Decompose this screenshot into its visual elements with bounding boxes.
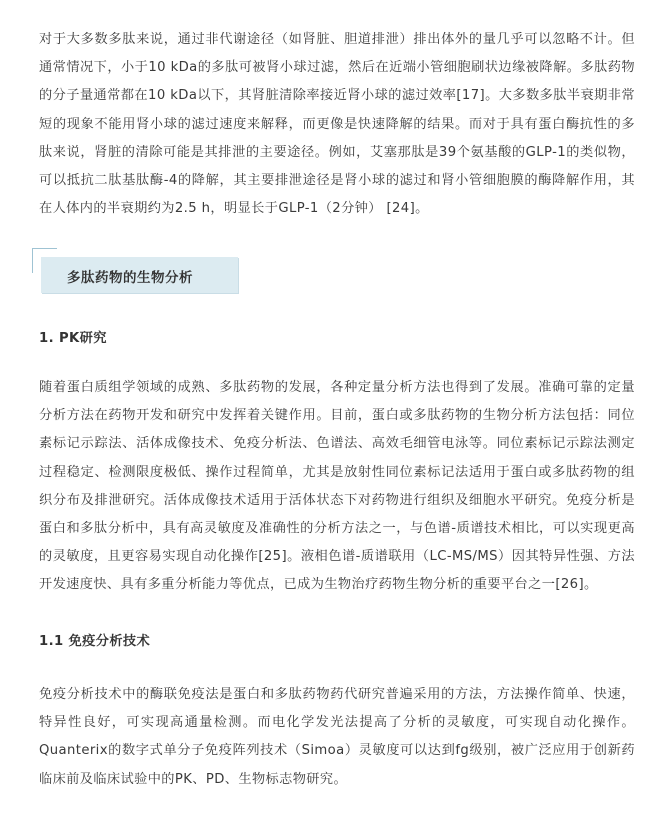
paragraph-pk-methods: 随着蛋白质组学领域的成熟、多肽药物的发展，各种定量分析方法也得到了发展。准确可靠的定量分析方法在药物开发和研究中发挥着关键作用。目前，蛋白或多肽药物的生物分析方法包括：同位素标记示踪法、活体成像技术、免疫分析法、色谱法、高效毛细管电泳等。同位素标记示踪法测定过程稳定、检测限度极低、操作过程简单，尤其是放射性同位素标记法适用于蛋白或多肽药物的组织分布及排泄研究。活体成像技术适用于活体状态下对药物进行组织及细胞水平研究。免疫分析是蛋白和多肽分析中，具有高灵敏度及准确性的分析方法之一，与色谱-质谱技术相比，可以实现更高的灵敏度，且更容易实现自动化操作[25]。液相色谱-质谱联用（LC-MS/MS）因其特异性强、方法开发速度快、具有多重分析能力等优点，已成为生物治疗药物生物分析的重要平台之一[26]。 [39,380,635,593]
paragraph-immunoassay: 免疫分析技术中的酶联免疫法是蛋白和多肽药物药代研究普遍采用的方法，方法操作简单、快速，特异性良好，可实现高通量检测。而电化学发光法提高了分析的灵敏度，可实现自动化操作。Quanterix的数字式单分子免疫阵列技术（Simoa）灵敏度可以达到fg级别，被广泛应用于创新药临床前及临床试验中的PK、PD、生物标志物研究。 [39,687,635,787]
subheading-immunoassay: 1.1 免疫分析技术 [39,634,151,649]
paragraph-renal-excretion: 对于大多数多肽来说，通过非代谢途径（如肾脏、胆道排泄）排出体外的量几乎可以忽略不计。但通常情况下，小于10 kDa的多肽可被肾小球过滤，然后在近端小管细胞刷状边缘被降解。多肽药物的分子量通常都在10 kDa以下，其肾脏清除率接近肾小球的滤过效率[17]。大多数多肽半衰期非常短的现象不能用肾小球的滤过速度来解释，而更像是快速降解的结果。而对于具有蛋白酶抗性的多肽来说，肾脏的清除可能是其排泄的主要途径。例如，艾塞那肽是39个氨基酸的GLP-1的类似物，可以抵抗二肽基肽酶-4的降解，其主要排泄途径是肾小球的滤过和肾小管细胞膜的酶降解作用，其在人体内的半衰期约为2.5 h，明显长于GLP-1（2分钟） [24]。 [39,32,635,217]
section-title: 多肽药物的生物分析 [67,270,193,286]
section-header [32,248,242,296]
subheading-pk-study: 1. PK研究 [39,331,107,346]
